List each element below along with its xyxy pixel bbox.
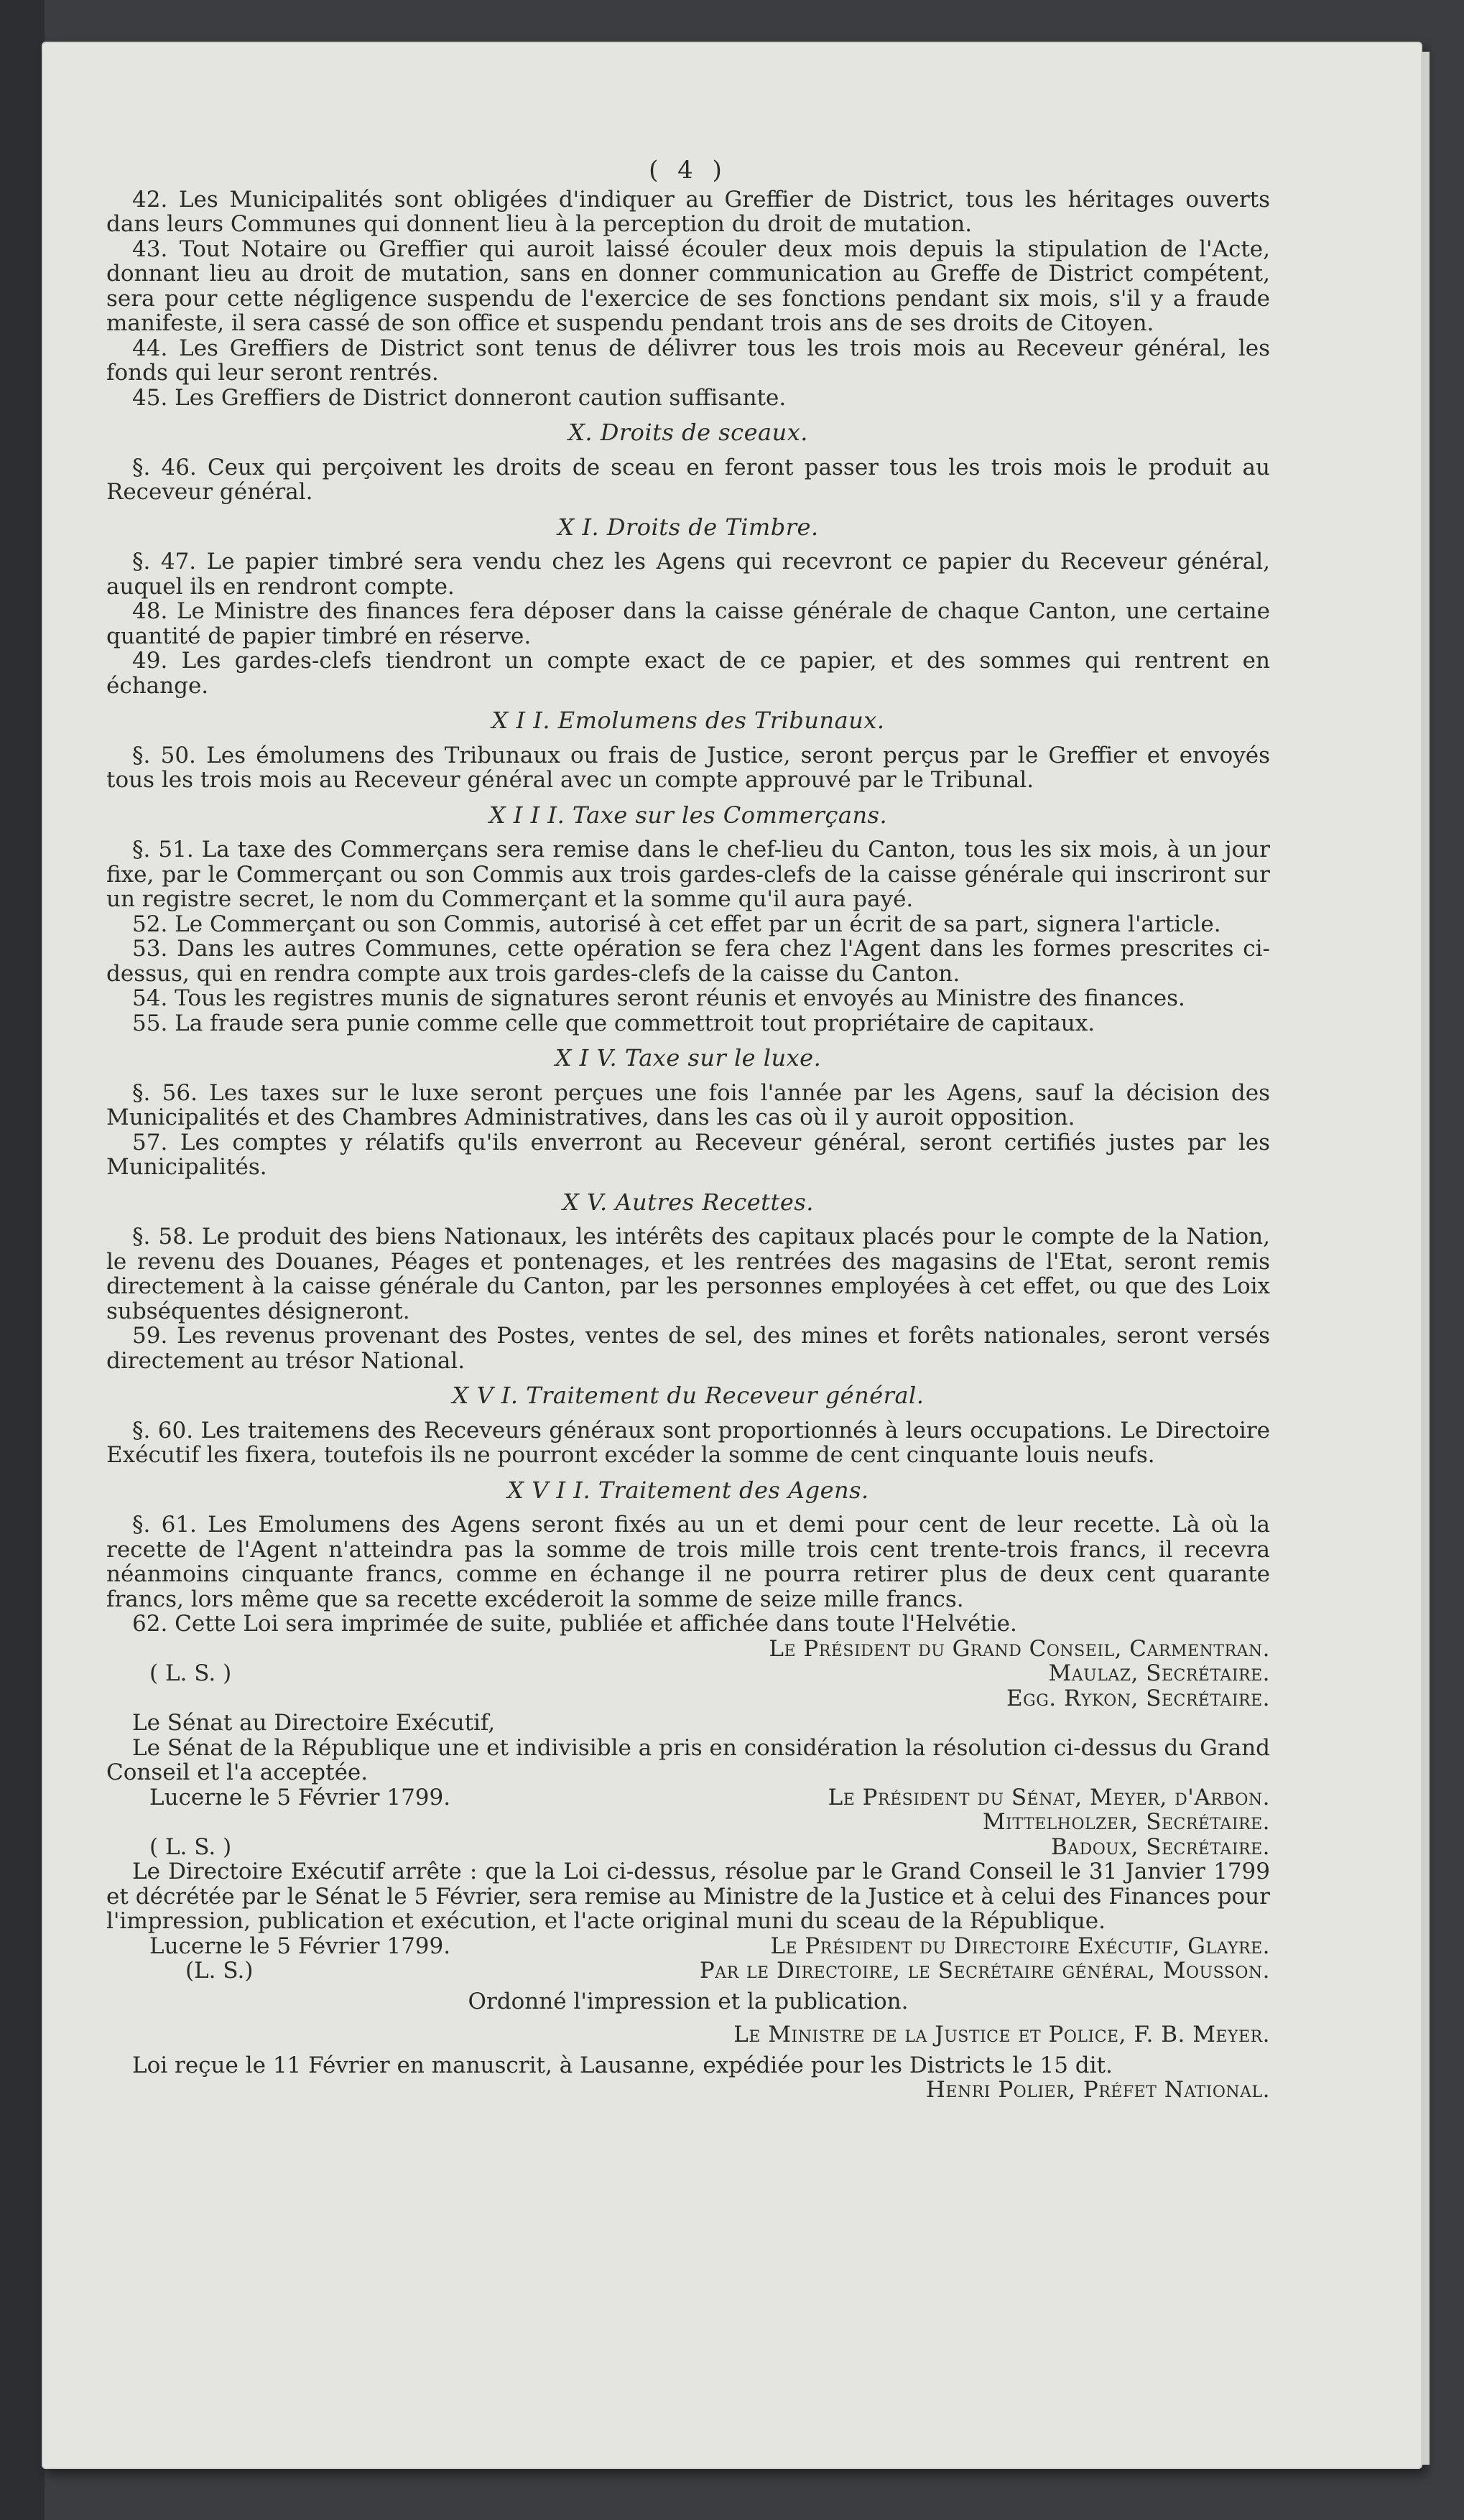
section-heading-xi: X I. Droits de Timbre. xyxy=(557,513,819,541)
directoire-president: Le Président du Directoire Exécutif, Glayre. xyxy=(770,1933,1270,1959)
grand-conseil-secretary-1: Maulaz, Secrétaire. xyxy=(1048,1660,1270,1686)
seal-ls-3: (L. S.) xyxy=(185,1958,254,1984)
directoire-secretary: Par le Directoire, le Secrétaire général, Mousson. xyxy=(699,1958,1270,1984)
document-text xyxy=(106,156,1270,2103)
article-47: §. 47. Le papier timbré sera vendu chez les Agens qui recevront ce papier du Receveur général, auquel ils en rendront compte. xyxy=(106,549,1270,600)
page-number: ( 4 ) xyxy=(649,156,728,185)
scan-background-left xyxy=(0,0,45,2520)
article-58: §. 58. Le produit des biens Nationaux, les intérêts des capitaux placés pour le compte de la Nation, le revenu des Douanes, Péages et pontenages, et les rentrées des magasins de l'Etat, seront remis directement à la caisse générale du Canton, par les personnes employées à cet effet, ou que des Loix subséquentes désigneront. xyxy=(106,1224,1270,1324)
page-edge-shadow xyxy=(1421,52,1430,2465)
article-53: 53. Dans les autres Communes, cette opération se fera chez l'Agent dans les formes prescrites ci-dessus, qui en rendra compte aux trois gardes-clefs de la caisse du Canton. xyxy=(106,936,1270,987)
section-heading-xvii: X V I I. Traitement des Agens. xyxy=(507,1476,869,1504)
section-heading-xii: X I I. Emolumens des Tribunaux. xyxy=(491,707,885,734)
senat-president: Le Président du Sénat, Meyer, d'Arbon. xyxy=(828,1784,1270,1810)
senat-secretary-1: Mittelholzer, Secrétaire. xyxy=(982,1809,1270,1835)
article-60: §. 60. Les traitemens des Receveurs généraux sont proportionnés à leurs occupations. Le Directoire Exécutif les fixera, toutefois ils ne pourront excéder la somme de cent cinquante louis neufs. xyxy=(106,1417,1270,1468)
article-42: 42. Les Municipalités sont obligées d'indiquer au Greffier de District, tous les héritages ouverts dans leurs Communes qui donnent lieu à la perception du droit de mutation. xyxy=(106,186,1270,237)
article-51: §. 51. La taxe des Commerçans sera remise dans le chef-lieu du Canton, tous les six mois, à un jour fixe, par le Commerçant ou son Commis aux trois gardes-clefs de la caisse générale qui inscriront sur un registre secret, le nom du Commerçant et la somme qu'il aura payé. xyxy=(106,837,1270,912)
article-45: 45. Les Greffiers de District donneront caution suffisante. xyxy=(132,384,787,411)
article-62: 62. Cette Loi sera imprimée de suite, publiée et affichée dans toute l'Helvétie. xyxy=(132,1611,1017,1637)
section-heading-xiv: X I V. Taxe sur le luxe. xyxy=(555,1044,822,1071)
article-61: §. 61. Les Emolumens des Agens seront fixés au un et demi pour cent de leur recette. Là où la recette de l'Agent n'atteindra pas la somme de trois mille trois cent trente-trois francs, il recevra néanmoins cinquante francs, comme en échange il ne pourra retirer plus de deux cent quarante francs, lors même que sa recette excéderoit la somme de seize mille francs. xyxy=(106,1512,1270,1612)
seal-ls-1: ( L. S. ) xyxy=(149,1660,232,1686)
seal-ls-2: ( L. S. ) xyxy=(149,1833,232,1860)
senat-place-date: Lucerne le 5 Février 1799. xyxy=(149,1784,451,1810)
section-heading-xv: X V. Autres Recettes. xyxy=(562,1188,814,1216)
senat-address: Le Sénat au Directoire Exécutif, xyxy=(132,1710,496,1736)
article-54: 54. Tous les registres munis de signatures seront réunis et envoyés au Ministre des finances. xyxy=(132,985,1185,1011)
article-46: §. 46. Ceux qui perçoivent les droits de sceau en feront passer tous les trois mois le produit au Receveur général. xyxy=(106,454,1270,505)
directoire-decree: Le Directoire Exécutif arrête : que la Loi ci-dessus, résolue par le Grand Conseil le 31 Janvier 1799 et décrétée par le Sénat le 5 Février, sera remise au Ministre de la Justice et à celui des Finances pour l'impression, publication et exécution, et l'acte original muni du sceau de la République. xyxy=(106,1859,1270,1934)
section-heading-x: X. Droits de sceaux. xyxy=(568,419,808,446)
footer-reception-note: Loi reçue le 11 Février en manuscrit, à Lausanne, expédiée pour les Districts le 15 dit. xyxy=(132,2052,1113,2078)
article-50: §. 50. Les émolumens des Tribunaux ou frais de Justice, seront perçus par le Greffier et envoyés tous les trois mois au Receveur général avec un compte approuvé par le Tribunal. xyxy=(106,742,1270,793)
footer-prefet-signature: Henri Polier, Préfet National. xyxy=(925,2077,1270,2103)
senat-secretary-2: Badoux, Secrétaire. xyxy=(1050,1833,1270,1860)
section-heading-xiii: X I I I. Taxe sur les Commerçans. xyxy=(488,801,888,829)
article-44: 44. Les Greffiers de District sont tenus de délivrer tous les trois mois au Receveur général, les fonds qui leur seront rentrés. xyxy=(106,335,1270,386)
article-52: 52. Le Commerçant ou son Commis, autorisé à cet effet par un écrit de sa part, signera l'article. xyxy=(132,911,1221,937)
article-49: 49. Les gardes-clefs tiendront un compte exact de ce papier, et des sommes qui rentrent en échange. xyxy=(106,648,1270,699)
article-48: 48. Le Ministre des finances fera déposer dans la caisse générale de chaque Canton, une certaine quantité de papier timbré en réserve. xyxy=(106,598,1270,649)
article-59: 59. Les revenus provenant des Postes, ventes de sel, des mines et forêts nationales, seront versés directement au trésor National. xyxy=(106,1323,1270,1374)
grand-conseil-president: Le Président du Grand Conseil, Carmentran. xyxy=(769,1635,1270,1662)
article-55: 55. La fraude sera punie comme celle que commettroit tout propriétaire de capitaux. xyxy=(132,1010,1095,1036)
section-heading-xvi: X V I. Traitement du Receveur général. xyxy=(452,1382,925,1409)
article-56: §. 56. Les taxes sur le luxe seront perçues une fois l'année par les Agens, sauf la décision des Municipalités et des Chambres Administratives, dans les cas où il y auroit opposition. xyxy=(106,1079,1270,1130)
ministre-justice: Le Ministre de la Justice et Police, F. B. Meyer. xyxy=(733,2022,1270,2047)
article-43: 43. Tout Notaire ou Greffier qui auroit laissé écouler deux mois depuis la stipulation de l'Acte, donnant lieu au droit de mutation, sans en donner communication au Greffe de District compétent, sera pour cette négligence suspendu de l'exercice de ses fonctions pendant six mois, s'il y a fraude manifeste, il sera cassé de son office et suspendu pendant trois ans de ses droits de Citoyen. xyxy=(106,236,1270,336)
senat-resolution: Le Sénat de la République une et indivisible a pris en considération la résolution ci-dessus du Grand Conseil et l'a acceptée. xyxy=(106,1734,1270,1785)
directoire-place-date: Lucerne le 5 Février 1799. xyxy=(149,1933,451,1959)
article-57: 57. Les comptes y rélatifs qu'ils enverront au Receveur général, seront certifiés justes par les Municipalités. xyxy=(106,1129,1270,1180)
grand-conseil-secretary-2: Egg. Rykon, Secrétaire. xyxy=(1006,1685,1270,1711)
ordonne-publication: Ordonné l'impression et la publication. xyxy=(468,1988,909,2014)
